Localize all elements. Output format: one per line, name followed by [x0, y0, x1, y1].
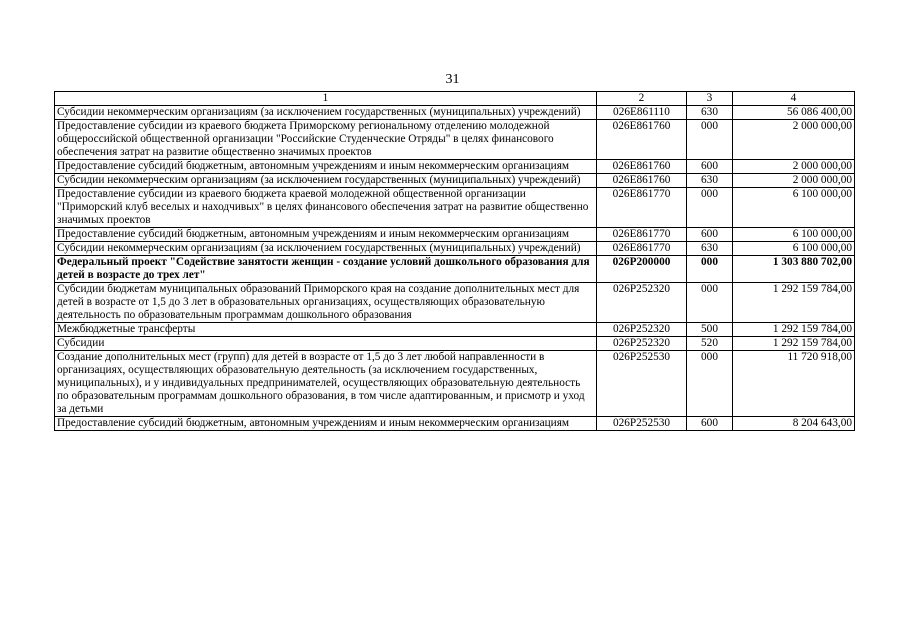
row-name: Межбюджетные трансферты [55, 323, 597, 337]
table-body [55, 106, 855, 431]
row-code: 026P200000 [597, 256, 687, 283]
row-code: 026E861760 [597, 160, 687, 174]
row-type: 500 [687, 323, 733, 337]
table-row [55, 323, 855, 337]
row-type: 520 [687, 337, 733, 351]
row-name: Предоставление субсидии из краевого бюджета Приморскому региональному отделению молодежной общероссийской общественной организации "Российские Студенческие Отряды" в целях финансового обеспечения затрат на развитие общественно значимых проектов [55, 120, 597, 160]
row-name: Субсидии некоммерческим организациям (за исключением государственных (муниципальных) учреждений) [55, 242, 597, 256]
row-code: 026E861770 [597, 228, 687, 242]
row-code: 026E861760 [597, 174, 687, 188]
row-type: 630 [687, 174, 733, 188]
page-number: 31 [445, 72, 460, 87]
row-type: 000 [687, 120, 733, 160]
table-row [55, 120, 855, 160]
row-code: 026P252320 [597, 323, 687, 337]
row-amount: 2 000 000,00 [733, 174, 855, 188]
row-amount: 6 100 000,00 [733, 242, 855, 256]
table-row [55, 106, 855, 120]
row-type: 000 [687, 188, 733, 228]
table-row [55, 242, 855, 256]
row-code: 026E861110 [597, 106, 687, 120]
row-name: Предоставление субсидий бюджетным, автономным учреждениям и иным некоммерческим организациям [55, 228, 597, 242]
row-code: 026P252530 [597, 351, 687, 417]
row-amount: 2 000 000,00 [733, 120, 855, 160]
row-name: Создание дополнительных мест (групп) для детей в возрасте от 1,5 до 3 лет любой направленности в организациях, осуществляющих образовательную деятельность (за исключением государственных, муниципальных), и у индивидуальных предпринимателей, осуществляющих образовательную деятельность по образовательным программам дошкольного образования, в том числе адаптированным, и присмотр и уход за детьми [55, 351, 597, 417]
row-amount: 11 720 918,00 [733, 351, 855, 417]
row-amount: 2 000 000,00 [733, 160, 855, 174]
table-row [55, 160, 855, 174]
row-type: 630 [687, 106, 733, 120]
header-col-2: 2 [597, 92, 687, 106]
table-row [55, 283, 855, 323]
table-row [55, 174, 855, 188]
header-col-4: 4 [733, 92, 855, 106]
row-type: 630 [687, 242, 733, 256]
row-name: Предоставление субсидий бюджетным, автономным учреждениям и иным некоммерческим организациям [55, 417, 597, 431]
row-amount: 56 086 400,00 [733, 106, 855, 120]
table-row [55, 228, 855, 242]
row-name: Субсидии некоммерческим организациям (за исключением государственных (муниципальных) учреждений) [55, 174, 597, 188]
table-row [55, 188, 855, 228]
row-code: 026E861770 [597, 188, 687, 228]
row-amount: 8 204 643,00 [733, 417, 855, 431]
row-code: 026E861770 [597, 242, 687, 256]
row-amount: 1 292 159 784,00 [733, 337, 855, 351]
row-name: Субсидии бюджетам муниципальных образований Приморского края на создание дополнительных мест для детей в возрасте от 1,5 до 3 лет в образовательных организациях, осуществляющих образовательную деятельность по образовательным программам дошкольного образования [55, 283, 597, 323]
budget-table [54, 91, 855, 431]
row-name: Предоставление субсидий бюджетным, автономным учреждениям и иным некоммерческим организациям [55, 160, 597, 174]
row-code: 026P252530 [597, 417, 687, 431]
row-code: 026P252320 [597, 337, 687, 351]
row-type: 600 [687, 228, 733, 242]
row-amount: 1 292 159 784,00 [733, 323, 855, 337]
row-amount: 6 100 000,00 [733, 228, 855, 242]
row-amount: 1 292 159 784,00 [733, 283, 855, 323]
row-type: 000 [687, 256, 733, 283]
header-col-1: 1 [55, 92, 597, 106]
table-row [55, 337, 855, 351]
row-name: Предоставление субсидии из краевого бюджета краевой молодежной общественной организации "Приморский клуб веселых и находчивых" в целях финансового обеспечения затрат на развитие общественно значимых проектов [55, 188, 597, 228]
row-amount: 6 100 000,00 [733, 188, 855, 228]
row-code: 026E861760 [597, 120, 687, 160]
row-type: 000 [687, 351, 733, 417]
row-code: 026P252320 [597, 283, 687, 323]
header-col-3: 3 [687, 92, 733, 106]
row-name: Федеральный проект "Содействие занятости женщин - создание условий дошкольного образования для детей в возрасте до трех лет" [55, 256, 597, 283]
table-row [55, 351, 855, 417]
row-name: Субсидии некоммерческим организациям (за исключением государственных (муниципальных) учреждений) [55, 106, 597, 120]
table-row [55, 256, 855, 283]
row-amount: 1 303 880 702,00 [733, 256, 855, 283]
row-type: 600 [687, 160, 733, 174]
row-type: 000 [687, 283, 733, 323]
table-row [55, 417, 855, 431]
header-row [55, 92, 855, 106]
row-name: Субсидии [55, 337, 597, 351]
row-type: 600 [687, 417, 733, 431]
